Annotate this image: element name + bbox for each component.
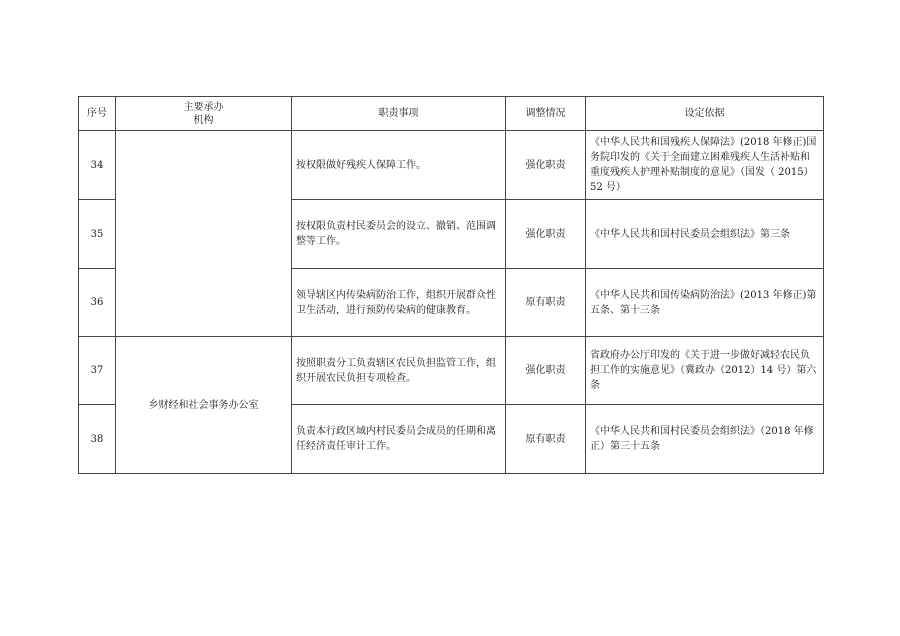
- header-adjust: 调整情况: [506, 97, 586, 131]
- table-row: [79, 131, 824, 200]
- row-adjust: 原有职责: [506, 269, 586, 337]
- row-seq: 35: [79, 200, 116, 269]
- header-duty: 职责事项: [292, 97, 506, 131]
- header-agency-line2: 机构: [193, 114, 214, 126]
- row-agency: [116, 131, 292, 337]
- row-adjust: 强化职责: [506, 200, 586, 269]
- table-header-row: [79, 97, 824, 131]
- row-duty: 按照职责分工负责辖区农民负担监管工作，组织开展农民负担专项检查。: [292, 337, 506, 405]
- row-basis: 《中华人民共和国村民委员会组织法》（2018 年修正）第三十五条: [586, 405, 824, 474]
- row-duty: 按权限做好残疾人保障工作。: [292, 131, 506, 200]
- row-duty: 领导辖区内传染病防治工作，组织开展群众性卫生活动，进行预防传染病的健康教育。: [292, 269, 506, 337]
- row-adjust: 强化职责: [506, 337, 586, 405]
- header-agency: [116, 97, 292, 131]
- row-duty: 负责本行政区域内村民委员会成员的任期和离任经济责任审计工作。: [292, 405, 506, 474]
- table-row: [79, 337, 824, 405]
- row-seq: 38: [79, 405, 116, 474]
- duty-table: [78, 96, 824, 474]
- row-basis: 《中华人民共和国残疾人保障法》(2018 年修正)国务院印发的《关于全面建立困难残疾人生活补贴和重度残疾人护理补贴制度的意见》（国发（ 2015）52 号）: [586, 131, 824, 200]
- row-adjust: 原有职责: [506, 405, 586, 474]
- header-basis: 设定依据: [586, 97, 824, 131]
- row-adjust: 强化职责: [506, 131, 586, 200]
- row-seq: 36: [79, 269, 116, 337]
- row-agency: 乡财经和社会事务办公室: [116, 337, 292, 474]
- header-seq: 序号: [79, 97, 116, 131]
- header-agency-line1: 主要承办: [183, 101, 224, 113]
- row-seq: 34: [79, 131, 116, 200]
- row-duty: 按权限负责村民委员会的设立、撤销、范围调整等工作。: [292, 200, 506, 269]
- row-basis: 《中华人民共和国村民委员会组织法》第三条: [586, 200, 824, 269]
- row-basis: 省政府办公厅印发的《关于进一步做好减轻农民负担工作的实施意见》（冀政办（2012）14 号）第六条: [586, 337, 824, 405]
- row-seq: 37: [79, 337, 116, 405]
- row-basis: 《中华人民共和国传染病防治法》(2013 年修正)第五条、第十三条: [586, 269, 824, 337]
